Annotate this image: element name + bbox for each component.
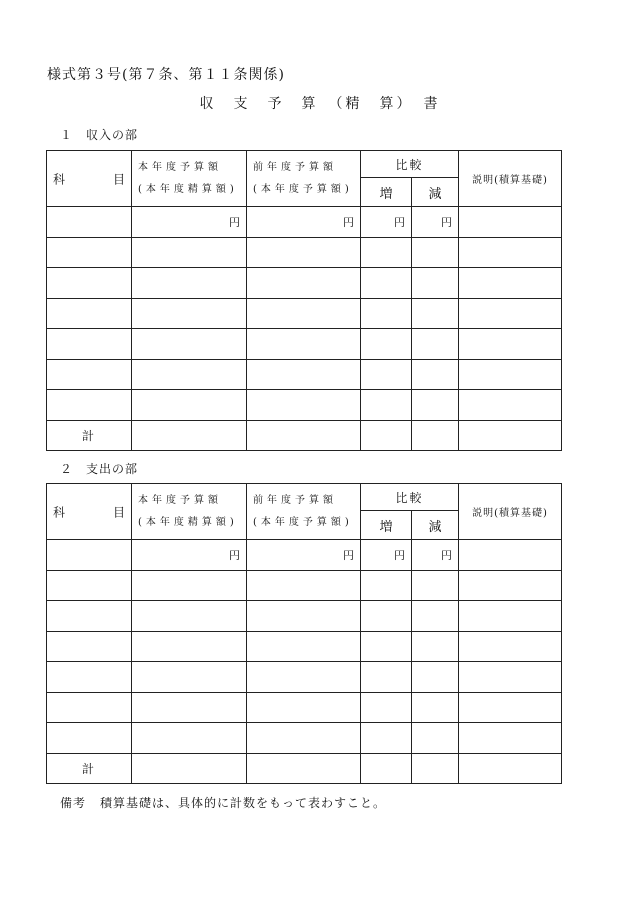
section-heading-expenditure: ２ 支出の部 [60, 462, 139, 476]
table-cell[interactable] [412, 692, 459, 723]
table-cell[interactable] [361, 359, 412, 390]
table-cell[interactable] [247, 390, 361, 421]
previous-budget-sub-label: (本年度予算額) [253, 516, 353, 528]
table-cell[interactable] [247, 329, 361, 360]
table-cell[interactable] [132, 268, 247, 299]
table-cell[interactable] [412, 298, 459, 329]
table-cell[interactable] [459, 420, 562, 451]
unit-cell: 円 [247, 540, 361, 571]
table-cell[interactable] [47, 390, 132, 421]
table-cell[interactable] [247, 268, 361, 299]
table-cell[interactable] [132, 359, 247, 390]
previous-budget-header [247, 151, 361, 207]
table-cell[interactable] [247, 723, 361, 754]
section-heading-income: １ 収入の部 [60, 128, 139, 142]
comparison-header: 比較 [361, 484, 459, 511]
table-cell[interactable] [361, 570, 412, 601]
table-cell[interactable] [459, 631, 562, 662]
table-cell[interactable] [47, 631, 132, 662]
table-row [47, 298, 562, 329]
table-cell[interactable] [459, 298, 562, 329]
unit-cell: 円 [247, 207, 361, 238]
table-cell[interactable] [361, 631, 412, 662]
table-cell[interactable] [247, 359, 361, 390]
table-cell[interactable] [412, 662, 459, 693]
table-cell[interactable] [132, 601, 247, 632]
subject-header [47, 151, 132, 207]
table-row [47, 692, 562, 723]
table-cell[interactable] [361, 420, 412, 451]
document-title: 収 支 予 算 （精 算） 書 [199, 96, 441, 112]
current-budget-label: 本年度予算額 [138, 494, 222, 506]
table-cell[interactable] [132, 390, 247, 421]
table-cell[interactable] [361, 237, 412, 268]
decrease-header: 減 [412, 511, 459, 540]
table-cell[interactable] [459, 570, 562, 601]
table-cell[interactable] [459, 390, 562, 421]
table-cell[interactable] [132, 237, 247, 268]
table-row [47, 540, 562, 571]
table-row [47, 390, 562, 421]
table-cell[interactable] [247, 753, 361, 784]
table-row [47, 207, 562, 238]
current-settlement-label: (本年度精算額) [138, 516, 238, 528]
previous-budget-label: 前年度予算額 [253, 161, 337, 173]
increase-header: 増 [361, 178, 412, 207]
expenditure-table [46, 483, 562, 784]
table-row [47, 662, 562, 693]
note-cell[interactable] [459, 207, 562, 238]
table-row [47, 237, 562, 268]
total-label: 計 [47, 420, 132, 451]
table-cell[interactable] [247, 692, 361, 723]
table-cell[interactable] [361, 692, 412, 723]
remarks-text: 積算基礎は、具体的に計数をもって表わすこと。 [100, 796, 387, 810]
table-cell[interactable] [132, 753, 247, 784]
table-row [47, 601, 562, 632]
unit-cell: 円 [132, 540, 247, 571]
unit-cell: 円 [412, 540, 459, 571]
subject-header-right: 目 [112, 505, 125, 519]
current-settlement-label: (本年度精算額) [138, 183, 238, 195]
table-cell[interactable] [247, 237, 361, 268]
table-cell[interactable] [412, 329, 459, 360]
table-cell[interactable] [247, 570, 361, 601]
note-header: 説明(積算基礎) [459, 151, 562, 207]
table-cell[interactable] [132, 631, 247, 662]
unit-cell: 円 [412, 207, 459, 238]
remarks [60, 794, 386, 811]
table-cell[interactable] [132, 570, 247, 601]
current-budget-header [132, 151, 247, 207]
table-row [47, 268, 562, 299]
table-cell[interactable] [47, 359, 132, 390]
table-row [47, 570, 562, 601]
table-cell[interactable] [412, 268, 459, 299]
table-cell[interactable] [361, 268, 412, 299]
note-cell[interactable] [459, 540, 562, 571]
table-cell[interactable] [47, 298, 132, 329]
note-header: 説明(積算基礎) [459, 484, 562, 540]
table-cell[interactable] [132, 692, 247, 723]
current-budget-header [132, 484, 247, 540]
table-cell[interactable] [132, 329, 247, 360]
table-cell[interactable] [459, 268, 562, 299]
unit-cell: 円 [132, 207, 247, 238]
subject-cell[interactable] [47, 540, 132, 571]
subject-header [47, 484, 132, 540]
previous-budget-header [247, 484, 361, 540]
table-cell[interactable] [459, 692, 562, 723]
table-row [47, 359, 562, 390]
table-cell[interactable] [459, 329, 562, 360]
table-cell[interactable] [47, 329, 132, 360]
table-cell[interactable] [459, 662, 562, 693]
comparison-header: 比較 [361, 151, 459, 178]
remarks-label: 備考 [60, 796, 87, 810]
table-cell[interactable] [412, 420, 459, 451]
table-cell[interactable] [412, 390, 459, 421]
table-cell[interactable] [47, 692, 132, 723]
table-cell[interactable] [361, 601, 412, 632]
table-cell[interactable] [412, 237, 459, 268]
table-cell[interactable] [247, 631, 361, 662]
total-row [47, 753, 562, 784]
table-cell[interactable] [247, 420, 361, 451]
table-cell[interactable] [459, 753, 562, 784]
subject-header-left: 科 [53, 505, 66, 519]
table-cell[interactable] [459, 237, 562, 268]
table-cell[interactable] [132, 723, 247, 754]
table-cell[interactable] [47, 662, 132, 693]
table-row [47, 329, 562, 360]
increase-header: 増 [361, 511, 412, 540]
table-cell[interactable] [361, 723, 412, 754]
table-cell[interactable] [459, 723, 562, 754]
table-cell[interactable] [132, 298, 247, 329]
table-cell[interactable] [361, 662, 412, 693]
table-row [47, 631, 562, 662]
total-label: 計 [47, 753, 132, 784]
table-cell[interactable] [47, 570, 132, 601]
previous-budget-label: 前年度予算額 [253, 494, 337, 506]
current-budget-label: 本年度予算額 [138, 161, 222, 173]
table-cell[interactable] [247, 298, 361, 329]
table-cell[interactable] [412, 753, 459, 784]
table-cell[interactable] [361, 753, 412, 784]
table-cell[interactable] [47, 237, 132, 268]
table-cell[interactable] [247, 601, 361, 632]
table-cell[interactable] [459, 601, 562, 632]
subject-header-right: 目 [112, 172, 125, 186]
form-number: 様式第３号(第７条、第１１条関係) [47, 67, 285, 83]
subject-cell[interactable] [47, 207, 132, 238]
table-cell[interactable] [247, 662, 361, 693]
unit-cell: 円 [361, 540, 412, 571]
table-cell[interactable] [47, 723, 132, 754]
income-table [46, 150, 562, 451]
table-cell[interactable] [361, 329, 412, 360]
table-cell[interactable] [412, 570, 459, 601]
previous-budget-sub-label: (本年度予算額) [253, 183, 353, 195]
table-cell[interactable] [459, 359, 562, 390]
table-cell[interactable] [412, 359, 459, 390]
table-cell[interactable] [132, 662, 247, 693]
decrease-header: 減 [412, 178, 459, 207]
table-cell[interactable] [412, 601, 459, 632]
table-row [47, 723, 562, 754]
table-cell[interactable] [361, 390, 412, 421]
table-cell[interactable] [412, 631, 459, 662]
table-cell[interactable] [361, 298, 412, 329]
subject-header-left: 科 [53, 172, 66, 186]
table-cell[interactable] [47, 601, 132, 632]
unit-cell: 円 [361, 207, 412, 238]
total-row [47, 420, 562, 451]
table-cell[interactable] [47, 268, 132, 299]
table-cell[interactable] [132, 420, 247, 451]
table-cell[interactable] [412, 723, 459, 754]
